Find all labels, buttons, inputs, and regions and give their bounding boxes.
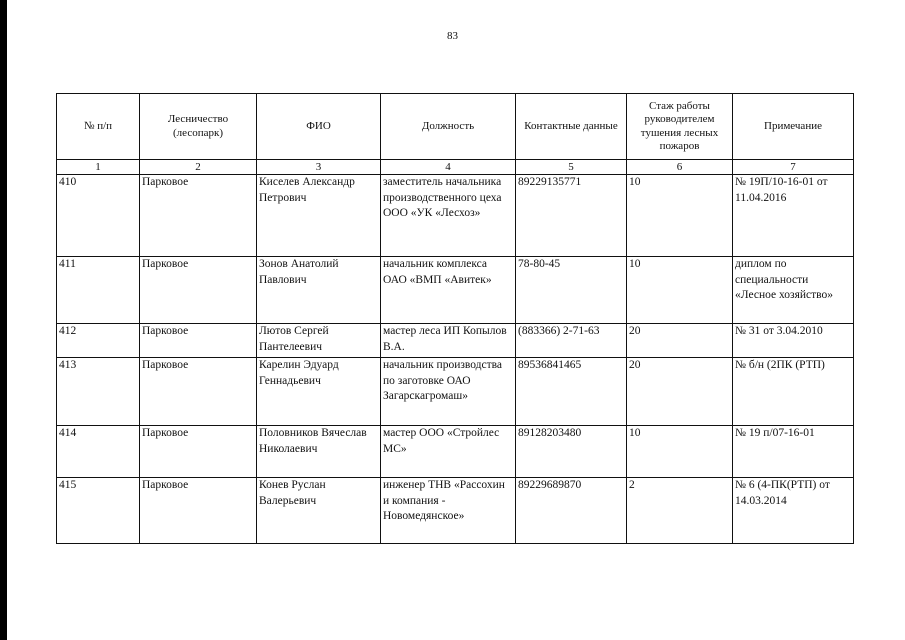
column-number: 7 bbox=[733, 160, 854, 175]
table-row bbox=[57, 324, 854, 358]
column-header-experience: Стаж работы руководителем тушения лесных пожаров bbox=[627, 94, 733, 160]
fire-chiefs-table bbox=[56, 93, 854, 544]
column-header-forestry: Лесничество (лесопарк) bbox=[140, 94, 257, 160]
cell-experience: 20 bbox=[627, 358, 733, 426]
page-number: 83 bbox=[447, 30, 458, 42]
table-row bbox=[57, 257, 854, 324]
cell-experience: 10 bbox=[627, 175, 733, 257]
cell-contact: 89229689870 bbox=[516, 478, 627, 544]
column-number: 2 bbox=[140, 160, 257, 175]
cell-position: начальник комплекса ОАО «ВМП «Авитек» bbox=[381, 257, 516, 324]
cell-contact: (883366) 2-71-63 bbox=[516, 324, 627, 358]
cell-forestry: Парковое bbox=[140, 358, 257, 426]
cell-forestry: Парковое bbox=[140, 324, 257, 358]
column-header-number: № п/п bbox=[57, 94, 140, 160]
cell-number: 413 bbox=[57, 358, 140, 426]
cell-note: № 6 (4-ПК(РТП) от 14.03.2014 bbox=[733, 478, 854, 544]
table-row bbox=[57, 358, 854, 426]
cell-name: Зонов Анатолий Павлович bbox=[257, 257, 381, 324]
column-header-contact: Контактные данные bbox=[516, 94, 627, 160]
column-number: 6 bbox=[627, 160, 733, 175]
cell-number: 414 bbox=[57, 426, 140, 478]
cell-note: № 31 от 3.04.2010 bbox=[733, 324, 854, 358]
cell-position: заместитель начальника производственного цеха ООО «УК «Лесхоз» bbox=[381, 175, 516, 257]
cell-contact: 89229135771 bbox=[516, 175, 627, 257]
cell-experience: 10 bbox=[627, 426, 733, 478]
column-number: 4 bbox=[381, 160, 516, 175]
header-row bbox=[57, 94, 854, 160]
column-number: 1 bbox=[57, 160, 140, 175]
cell-contact: 89536841465 bbox=[516, 358, 627, 426]
cell-position: начальник производства по заготовке ОАО Загарскагромаш» bbox=[381, 358, 516, 426]
cell-name: Киселев Александр Петрович bbox=[257, 175, 381, 257]
cell-name: Конев Руслан Валерьевич bbox=[257, 478, 381, 544]
table-row bbox=[57, 175, 854, 257]
column-number-row bbox=[57, 160, 854, 175]
cell-forestry: Парковое bbox=[140, 175, 257, 257]
cell-contact: 89128203480 bbox=[516, 426, 627, 478]
cell-contact: 78-80-45 bbox=[516, 257, 627, 324]
cell-experience: 10 bbox=[627, 257, 733, 324]
cell-note: диплом по специальности «Лесное хозяйство» bbox=[733, 257, 854, 324]
cell-forestry: Парковое bbox=[140, 426, 257, 478]
cell-experience: 20 bbox=[627, 324, 733, 358]
cell-forestry: Парковое bbox=[140, 478, 257, 544]
cell-position: мастер ООО «Стройлес МС» bbox=[381, 426, 516, 478]
cell-forestry: Парковое bbox=[140, 257, 257, 324]
column-header-name: ФИО bbox=[257, 94, 381, 160]
cell-number: 410 bbox=[57, 175, 140, 257]
cell-name: Лютов Сергей Пантелеевич bbox=[257, 324, 381, 358]
cell-number: 411 bbox=[57, 257, 140, 324]
cell-note: № 19П/10-16-01 от 11.04.2016 bbox=[733, 175, 854, 257]
cell-number: 415 bbox=[57, 478, 140, 544]
cell-number: 412 bbox=[57, 324, 140, 358]
column-number: 5 bbox=[516, 160, 627, 175]
cell-position: мастер леса ИП Копылов В.А. bbox=[381, 324, 516, 358]
cell-position: инженер ТНВ «Рассохин и компания - Новомедянское» bbox=[381, 478, 516, 544]
cell-name: Половников Вячеслав Николаевич bbox=[257, 426, 381, 478]
column-header-position: Должность bbox=[381, 94, 516, 160]
column-number: 3 bbox=[257, 160, 381, 175]
cell-name: Карелин Эдуард Геннадьевич bbox=[257, 358, 381, 426]
cell-note: № 19 п/07-16-01 bbox=[733, 426, 854, 478]
cell-experience: 2 bbox=[627, 478, 733, 544]
scan-edge bbox=[0, 0, 7, 640]
cell-note: № б/н (2ПК (РТП) bbox=[733, 358, 854, 426]
table-row bbox=[57, 426, 854, 478]
column-header-note: Примечание bbox=[733, 94, 854, 160]
table-row bbox=[57, 478, 854, 544]
